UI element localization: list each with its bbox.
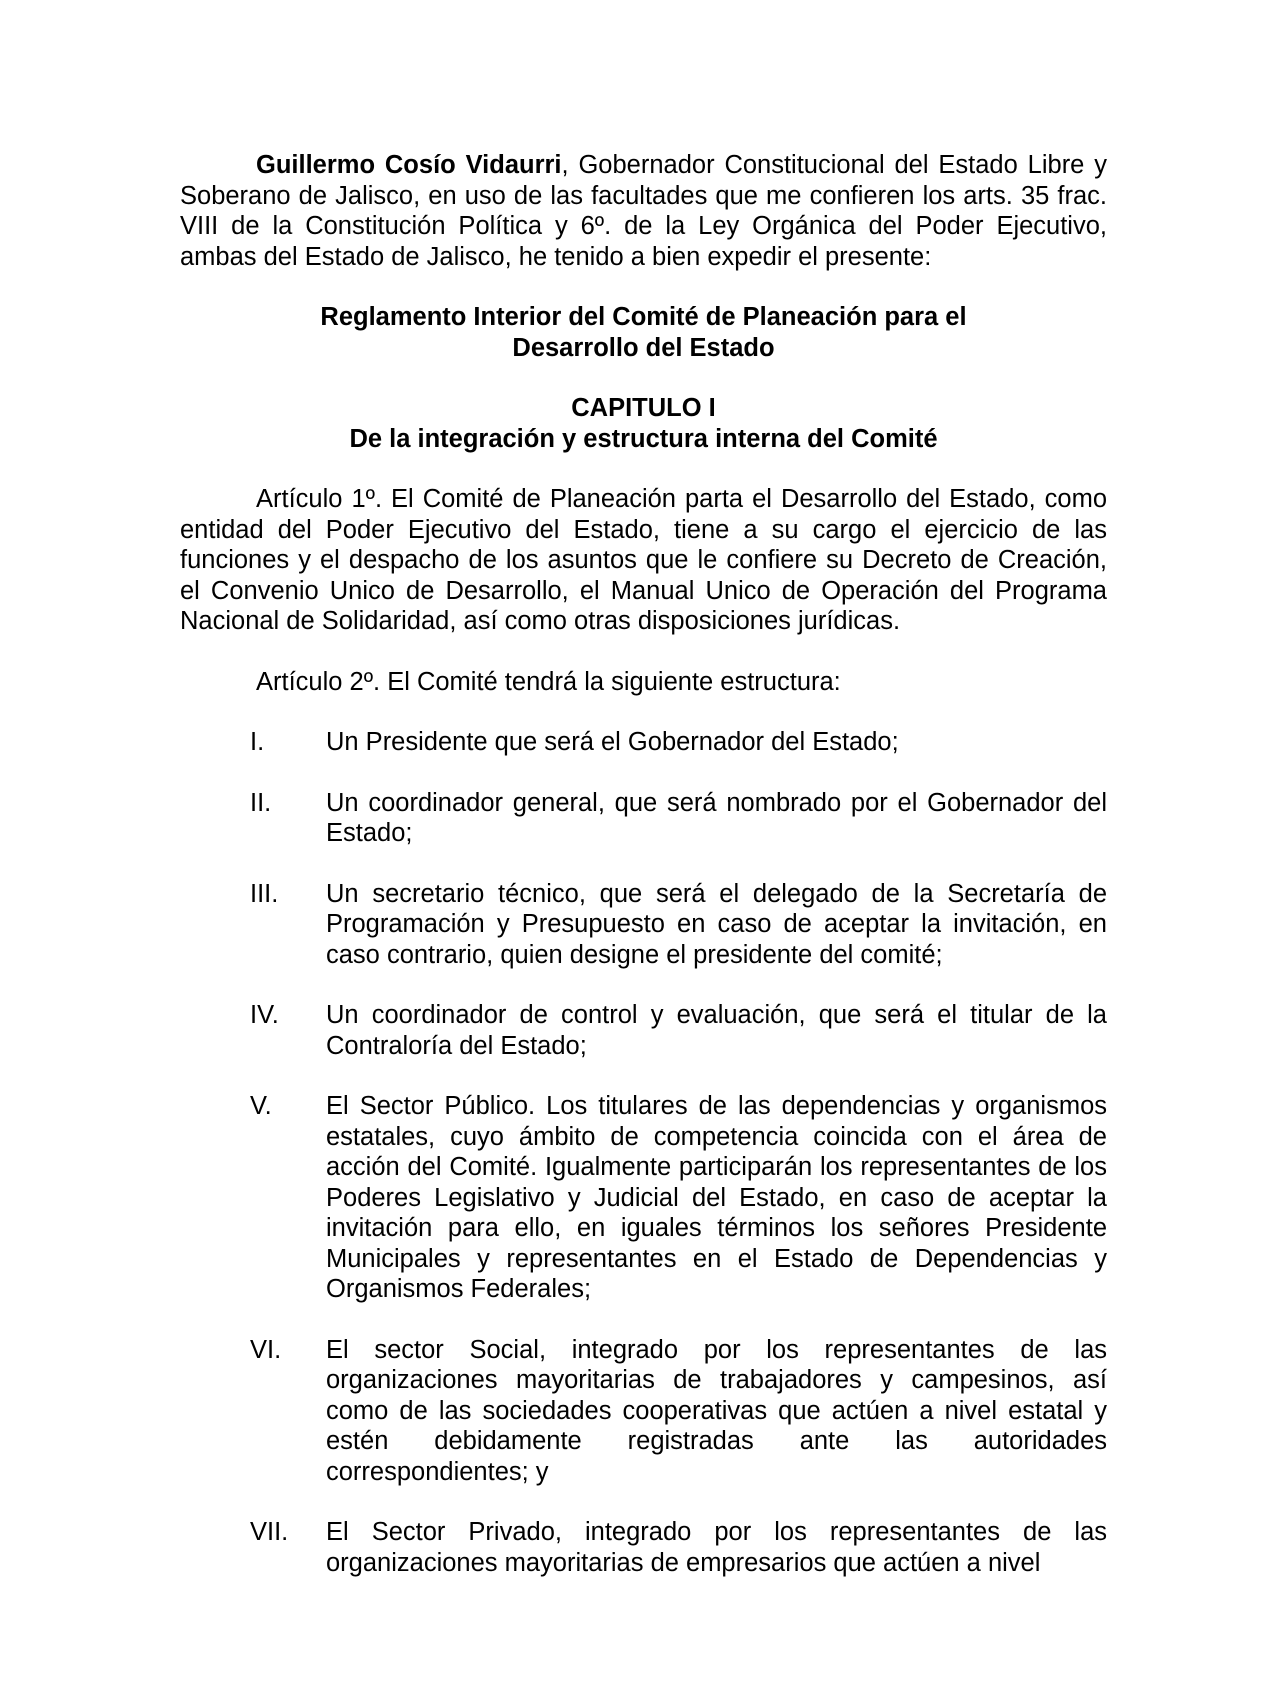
list-item-text: El sector Social, integrado por los representantes de las organizaciones mayoritarias de trabajadores y campesinos, así como de las sociedades cooperativas que actúen a nivel estatal y estén debidamente registradas ante las autoridades correspondientes; y bbox=[326, 1335, 1107, 1486]
list-item-text: El Sector Público. Los titulares de las dependencias y organismos estatales, cuyo ámbito de competencia coincida con el área de acción del Comité. Igualmente participarán los representantes de los Poderes Legislativo y Judicial del Estado, en caso de aceptar la invitación para ello, en iguales términos los señores Presidente Municipales y representantes en el Estado de Dependencias y Organismos Federales; bbox=[326, 1092, 1107, 1303]
list-item-text: Un Presidente que será el Gobernador del Estado; bbox=[326, 728, 899, 756]
list-item-number: IV. bbox=[250, 1001, 279, 1029]
list-item-number: VI. bbox=[250, 1335, 282, 1364]
intro-text: , Gobernador Constitucional del Estado Libre y Soberano de Jalisco, en uso de las facultades que me confieren los arts. 35 frac. VIII de la Constitución Política y 6º. de la Ley Orgánica del Poder Ejecutivo, ambas del Estado de Jalisco, he tenido a bien expedir el presente: bbox=[180, 151, 1107, 271]
list-item bbox=[180, 788, 1107, 849]
list-item-text: Un coordinador de control y evaluación, que será el titular de la Contraloría del Estado; bbox=[326, 1001, 1107, 1060]
intro-paragraph bbox=[180, 150, 1107, 272]
list-item bbox=[180, 1335, 1107, 1488]
title-line-2: Desarrollo del Estado bbox=[512, 333, 775, 362]
list-item-text: Un coordinador general, que será nombrado por el Gobernador del Estado; bbox=[326, 788, 1107, 847]
article-2: Artículo 2º. El Comité tendrá la siguiente estructura: bbox=[256, 667, 841, 696]
chapter-heading bbox=[180, 393, 1107, 454]
document-page bbox=[180, 150, 1107, 1578]
list-item-number: II. bbox=[250, 788, 272, 817]
chapter-name: De la integración y estructura interna del Comité bbox=[349, 424, 938, 453]
regulation-title bbox=[180, 302, 1107, 363]
chapter-number: CAPITULO I bbox=[571, 394, 716, 422]
list-item-number: I. bbox=[250, 728, 265, 756]
author-name: Guillermo Cosío Vidaurri bbox=[256, 151, 562, 179]
list-item-number: V. bbox=[250, 1092, 272, 1120]
article-1: Artículo 1º. El Comité de Planeación parta el Desarrollo del Estado, como entidad del Poder Ejecutivo del Estado, tiene a su cargo el ejercicio de las funciones y el despacho de los asuntos que le confiere su Decreto de Creación, el Convenio Unico de Desarrollo, el Manual Unico de Operación del Programa Nacional de Solidaridad, así como otras disposiciones jurídicas. bbox=[180, 485, 1107, 635]
title-line-1: Reglamento Interior del Comité de Planeación para el bbox=[320, 303, 967, 331]
structure-list bbox=[180, 727, 1107, 1578]
list-item bbox=[180, 1000, 1107, 1061]
list-item-number: VII. bbox=[250, 1518, 289, 1546]
list-item-text: El Sector Privado, integrado por los representantes de las organizaciones mayoritarias de empresarios que actúen a nivel bbox=[326, 1518, 1107, 1577]
list-item-text: Un secretario técnico, que será el delegado de la Secretaría de Programación y Presupuesto en caso de aceptar la invitación, en caso contrario, quien designe el presidente del comité; bbox=[326, 879, 1107, 969]
list-item bbox=[180, 879, 1107, 971]
list-item bbox=[180, 1091, 1107, 1305]
list-item-number: III. bbox=[250, 879, 279, 908]
list-item bbox=[180, 1517, 1107, 1578]
list-item bbox=[180, 727, 1107, 758]
